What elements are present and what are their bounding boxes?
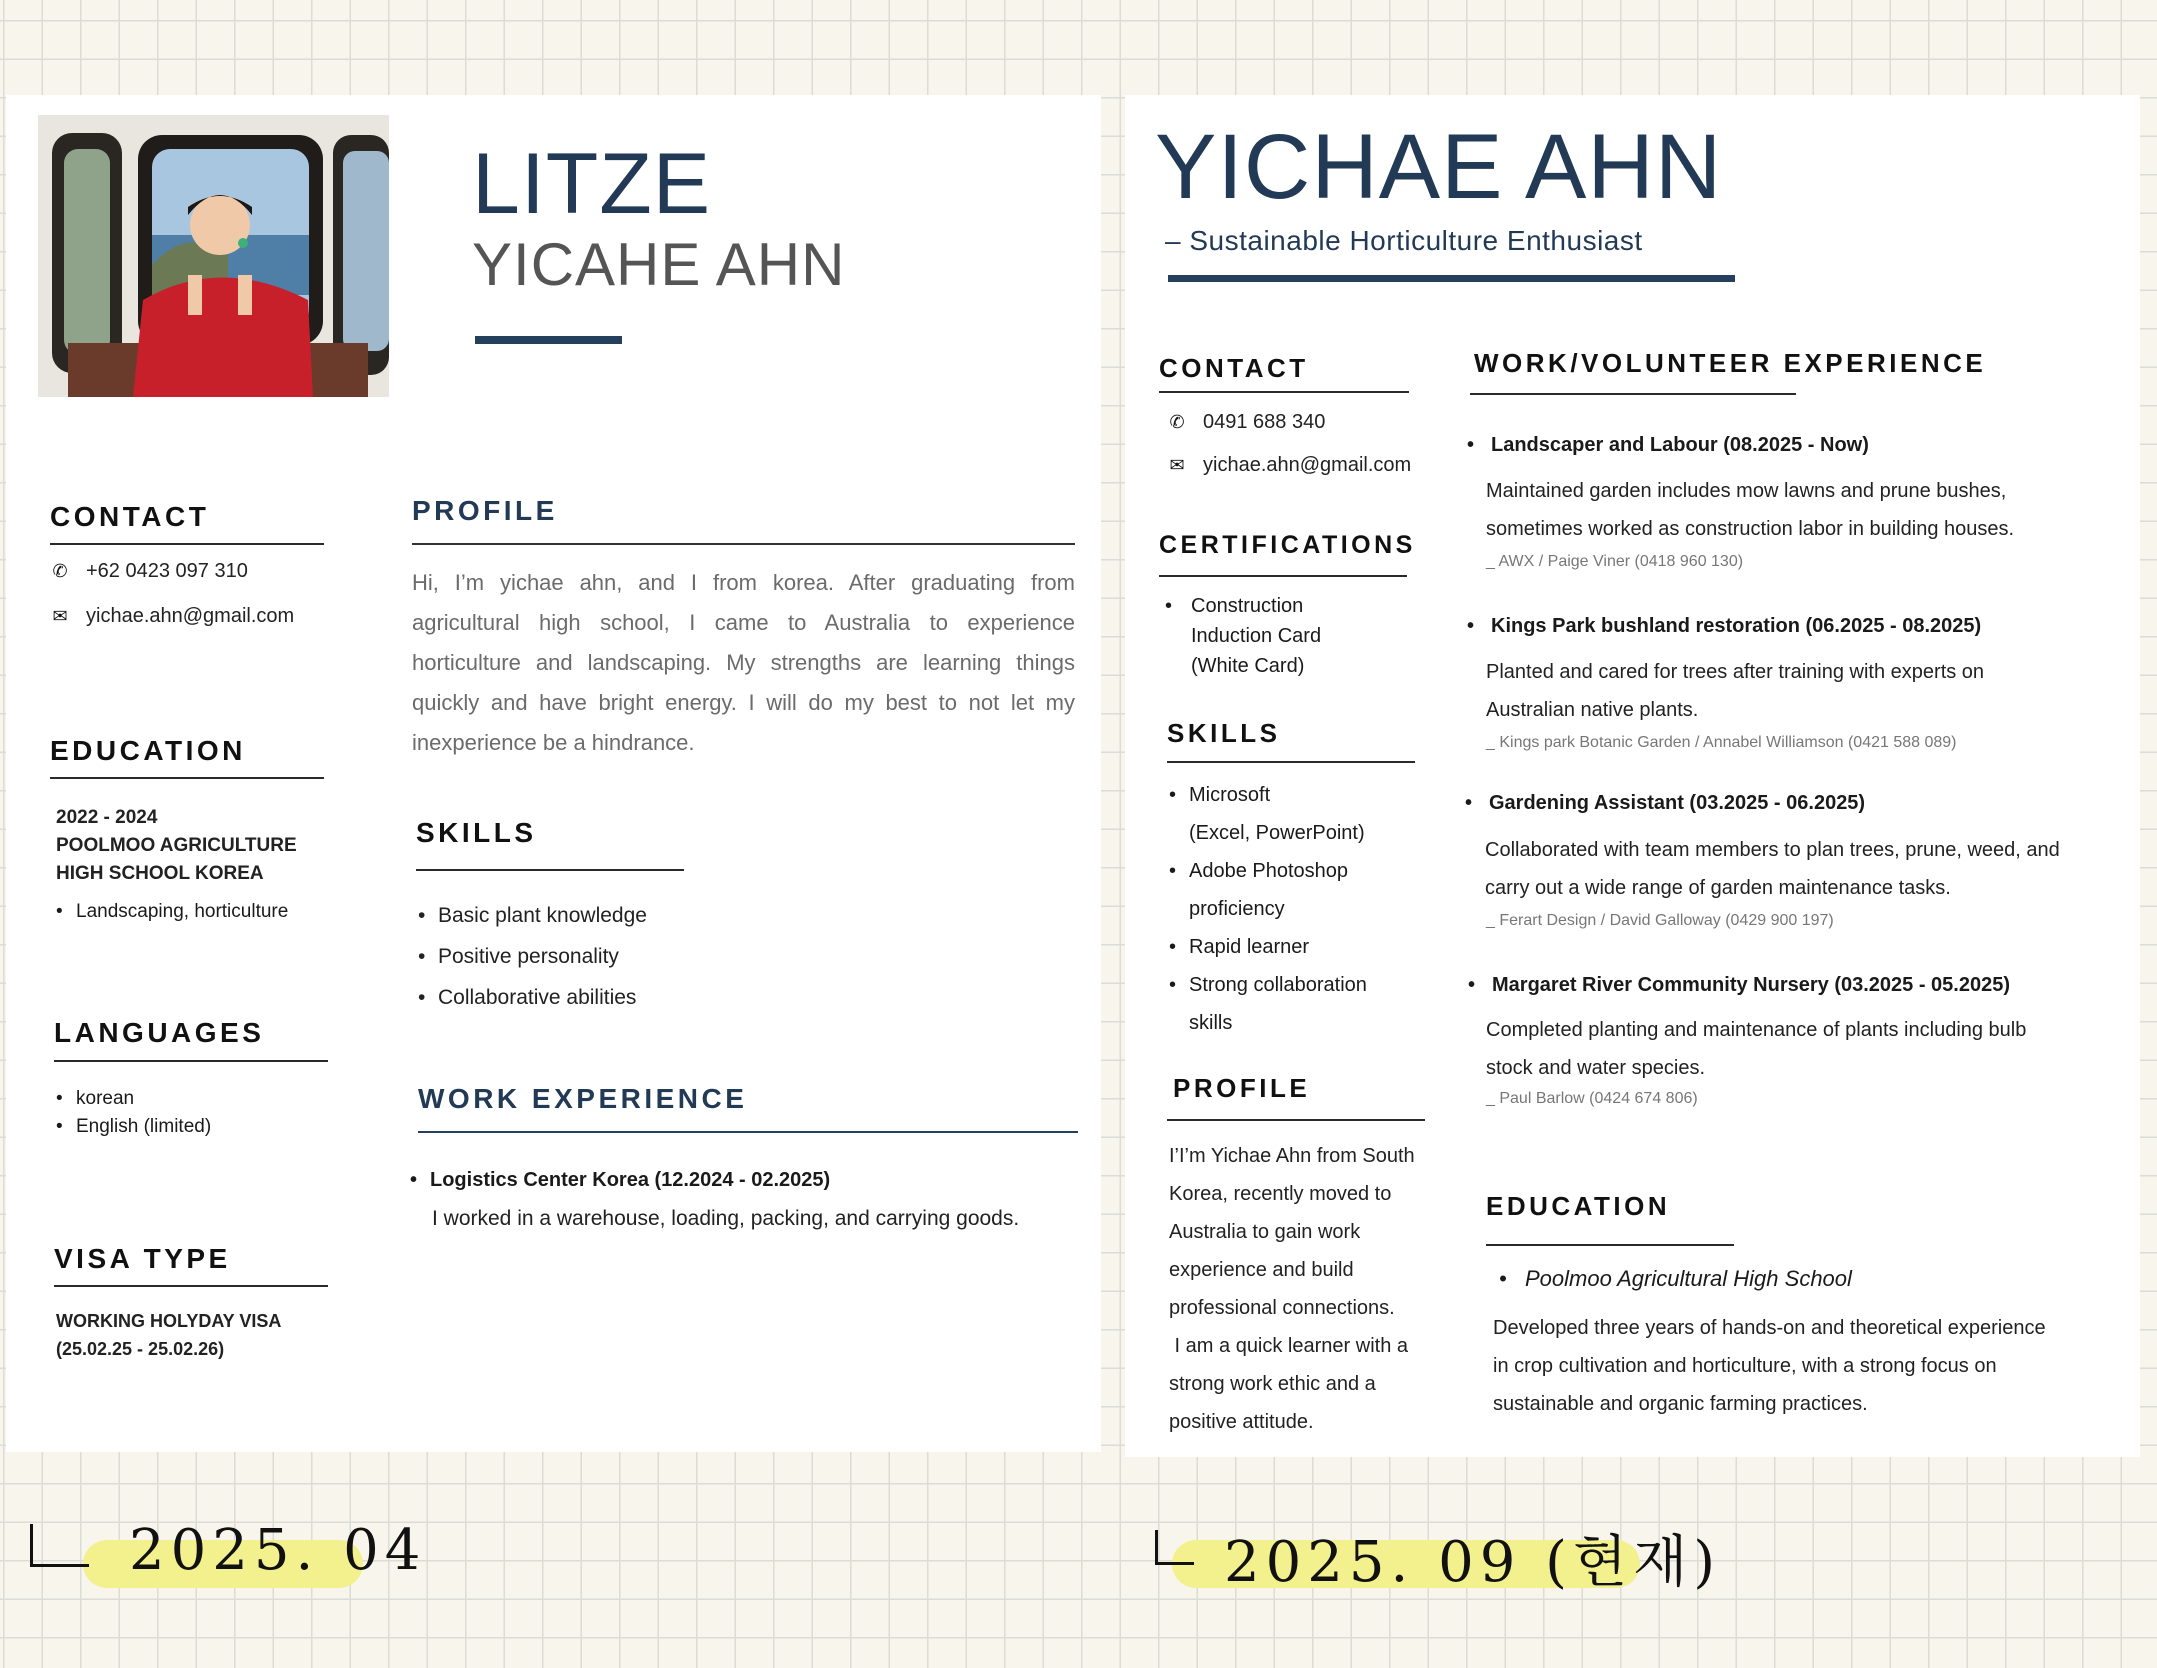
corner-mark-icon [30,1524,89,1567]
education-years: 2022 - 2024 [56,807,158,828]
profile-photo [38,115,389,397]
list-item: • English (limited) [56,1113,211,1141]
education-description [1493,1309,2046,1423]
job-description [1486,472,2014,548]
job-reference: _ AWX / Paige Viner (0418 960 130) [1486,553,1744,570]
contact-phone [1167,411,1325,434]
list-item [1169,852,1367,928]
visa-line2: (25.02.25 - 25.02.26) [56,1339,225,1359]
resume-page-current [1125,95,2140,1457]
list-item [1165,591,1321,681]
job-description: I worked in a warehouse, loading, packing, and carrying goods. [432,1207,1020,1230]
certifications-list [1165,591,1321,681]
resume-page-old [6,95,1101,1452]
job-reference: _ Ferart Design / David Galloway (0429 900 197) [1486,912,1834,929]
job-reference: _ Kings park Botanic Garden / Annabel Williamson (0421 588 089) [1486,734,1957,751]
job-3 [1465,792,1865,815]
job-description [1485,831,2060,907]
skills-rule [1167,761,1415,763]
email-address: yichae.ahn@gmail.com [86,605,295,627]
contact-heading: CONTACT [50,501,210,532]
corner-mark-icon [1155,1530,1194,1565]
contact-phone [50,560,248,583]
job-title: • Logistics Center Korea (12.2024 - 02.2025) [410,1169,830,1192]
phone-number: +62 0423 097 310 [86,560,248,582]
profile-line: I’I’m Yichae Ahn from South [1169,1145,1415,1167]
phone-icon: ✆ [1169,412,1185,432]
education-list [56,901,288,923]
education-school-line1: POOLMOO AGRICULTURE [56,835,297,856]
contact-rule [1159,391,1409,393]
list-item [1169,928,1367,966]
date-text: 2025. 04 [129,1518,427,1583]
job-desc-line: sometimes worked as construction labor in building houses. [1486,518,2015,540]
skill-line: Microsoft [1189,784,1271,806]
cert-line-3: (White Card) [1191,655,1305,677]
name-line-2: YICAHE AHN [472,231,846,298]
skill-line: (Excel, PowerPoint) [1189,822,1365,844]
name-underline [475,336,622,344]
skills-heading: SKILLS [1167,718,1281,748]
profile-line: professional connections. [1169,1297,1395,1319]
phone-number: 0491 688 340 [1203,411,1326,433]
job-desc-line: stock and water species. [1486,1057,1705,1079]
job-2 [1467,615,1981,638]
job-desc-line: Collaborated with team members to plan trees, prune, weed, and [1485,839,2060,861]
date-text: 2025. 09 (현재) [1224,1530,1722,1595]
job-description [1486,653,1984,729]
job-desc-line: carry out a wide range of garden maintenance tasks. [1485,877,1951,899]
list-item [1169,966,1367,1042]
job-4 [1468,974,2010,997]
profile-line: Australia to gain work [1169,1221,1361,1243]
profile-line: strong work ethic and a [1169,1373,1376,1395]
contact-email [1167,454,1411,477]
profile-rule [412,543,1075,545]
certifications-heading: CERTIFICATIONS [1159,531,1416,559]
handwritten-date-right [1155,1518,1721,1598]
job-reference: _ Paul Barlow (0424 674 806) [1486,1090,1698,1107]
job-desc-line: Australian native plants. [1486,699,1699,721]
skill-line: Rapid learner [1189,936,1310,958]
profile-line: experience and build [1169,1259,1354,1281]
skills-rule [416,869,684,871]
list-item [1169,776,1367,852]
education-line: sustainable and organic farming practices. [1493,1393,1868,1415]
profile-line: positive attitude. [1169,1411,1314,1433]
job-desc-line: Maintained garden includes mow lawns and prune bushes, [1486,480,2007,502]
visa-heading: VISA TYPE [54,1243,231,1274]
list-item: • Basic plant knowledge [418,895,647,936]
job-title: • Landscaper and Labour (08.2025 - Now) [1467,434,1869,457]
education-line: Developed three years of hands-on and theoretical experience [1493,1317,2046,1339]
education-line: in crop cultivation and horticulture, with a strong focus on [1493,1355,1997,1377]
cert-line-2: Induction Card [1191,625,1322,647]
education-rule [50,777,324,779]
name-title: YICHAE AHN [1155,116,1723,218]
job-title: • Gardening Assistant (03.2025 - 06.2025) [1465,792,1865,815]
job-description [1486,1011,2026,1087]
cert-line-1: • Construction [1191,595,1304,617]
profile-text: Hi, I’m yichae ahn, and I from korea. After graduating from agricultural high school, I came to Australia to experience horticulture and landscaping. My strengths are learning things quickly and have bright energy. I will do my best to not let my inexperience be a hindrance. [412,570,1075,755]
languages-list [56,1085,211,1141]
work-experience-heading: WORK EXPERIENCE [418,1083,748,1114]
education-school: • Poolmoo Agricultural High School [1499,1266,1852,1292]
job-desc-line: Planted and cared for trees after training with experts on [1486,661,1985,683]
list-item: • Collaborative abilities [418,977,647,1018]
visa-line1: WORKING HOLYDAY VISA [56,1311,282,1331]
list-item: • Positive personality [418,936,647,977]
languages-heading: LANGUAGES [54,1017,265,1048]
skill-line: Adobe Photoshop [1189,860,1349,882]
education-heading: EDUCATION [1486,1191,1671,1221]
profile-line: I am a quick learner with a [1169,1335,1408,1357]
envelope-icon: ✉ [52,606,68,626]
profile-rule [1167,1119,1425,1121]
list-item: • korean [56,1085,211,1113]
contact-email [50,605,294,628]
education-rule [1486,1244,1734,1246]
profile-heading: PROFILE [412,495,558,526]
phone-icon: ✆ [52,561,68,581]
handwritten-date-left [30,1518,426,1583]
job-desc-line: Completed planting and maintenance of plants including bulb [1486,1019,2027,1041]
job-title: • Kings Park bushland restoration (06.2025 - 08.2025) [1467,615,1981,638]
job-1 [1467,434,1869,457]
email-address: yichae.ahn@gmail.com [1203,454,1412,476]
education-list [1499,1266,1852,1292]
subtitle: – Sustainable Horticulture Enthusiast [1165,225,1643,256]
work-volunteer-heading: WORK/VOLUNTEER EXPERIENCE [1474,348,1987,378]
contact-rule [50,543,324,545]
skill-line: skills [1189,1012,1233,1034]
list-item: • Landscaping, horticulture [56,901,288,923]
job-title: • Margaret River Community Nursery (03.2025 - 05.2025) [1468,974,2010,997]
certifications-rule [1159,575,1407,577]
skill-line: Strong collaboration [1189,974,1367,996]
work-list [410,1169,830,1192]
profile-line: Korea, recently moved to [1169,1183,1392,1205]
education-heading: EDUCATION [50,735,246,766]
skill-line: proficiency [1189,898,1285,920]
name-line-1: LITZE [472,136,712,232]
profile-text [1169,1137,1439,1441]
visa-rule [54,1285,328,1287]
skills-list [1169,776,1367,1042]
profile-heading: PROFILE [1173,1073,1311,1103]
languages-rule [54,1060,328,1062]
work-experience-rule [418,1131,1078,1133]
skills-heading: SKILLS [416,817,537,848]
skills-list [418,895,647,1018]
name-underline [1168,275,1735,282]
envelope-icon: ✉ [1169,455,1185,475]
education-school-line2: HIGH SCHOOL KOREA [56,863,264,884]
contact-heading: CONTACT [1159,353,1309,383]
work-volunteer-rule [1470,393,1796,395]
